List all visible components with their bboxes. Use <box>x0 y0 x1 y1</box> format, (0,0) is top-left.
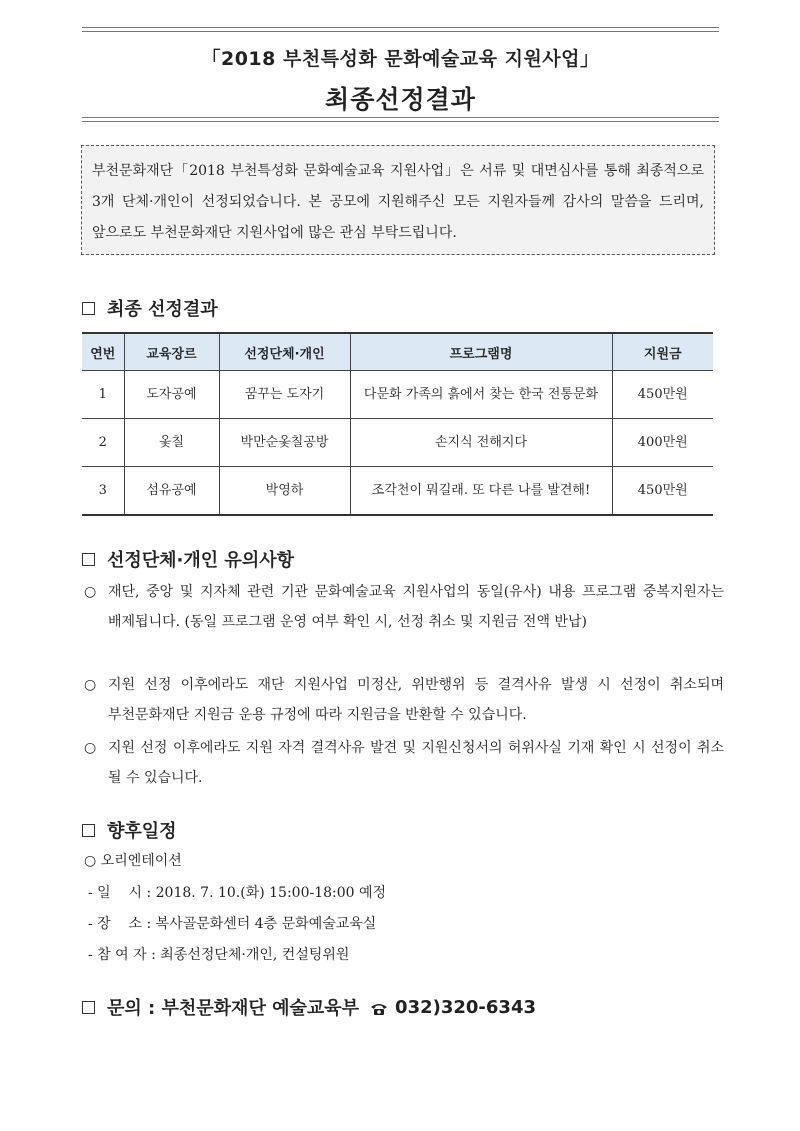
table-cell: 1 <box>82 371 124 419</box>
notice-box <box>81 145 715 255</box>
column-header: 선정단체·개인 <box>219 333 350 371</box>
title-rule <box>82 117 719 118</box>
table-header-row <box>82 333 713 371</box>
schedule-line: - 일 시 : 2018. 7. 10.(화) 15:00-18:00 예정 <box>88 885 387 901</box>
table-cell: 도자공예 <box>124 371 219 419</box>
schedule-event: ○ 오리엔테이션 <box>84 853 182 869</box>
phone-icon <box>369 1000 389 1014</box>
table-cell: 2 <box>82 419 124 467</box>
column-header: 지원금 <box>612 333 713 371</box>
schedule-heading-label: 향후일정 <box>107 821 177 842</box>
column-header: 교육장르 <box>124 333 219 371</box>
top-rule <box>82 31 719 32</box>
list-item-text: 지원 선정 이후에라도 지원 자격 결격사유 발견 및 지원신청서의 허위사실 기재 확인 시 선정이 취소 될 수 있습니다. <box>108 740 724 786</box>
schedule-line: - 장 소 : 복사골문화센터 4층 문화예술교육실 <box>88 916 377 932</box>
list-item-text: 지원 선정 이후에라도 재단 지원사업 미정산, 위반행위 등 결격사유 발생 시 선정이 취소되며 부천문화재단 지원금 운용 규정에 따라 지원금을 반환할 수 있습니다. <box>108 677 724 723</box>
table-cell: 꿈꾸는 도자기 <box>219 371 350 419</box>
table-cell: 450만원 <box>612 467 713 516</box>
checkbox-icon <box>82 1001 95 1014</box>
schedule-line: - 참 여 자 : 최종선정단체·개인, 컨설팅위원 <box>88 947 350 963</box>
table-cell: 섬유공예 <box>124 467 219 516</box>
document-title: 「2018 부천특성화 문화예술교육 지원사업」 <box>201 48 600 70</box>
table-cell: 옻칠 <box>124 419 219 467</box>
circle-bullet-icon: ○ <box>84 740 97 756</box>
table-cell: 조각천이 뭐길래. 또 다른 나를 발견해! <box>350 467 612 516</box>
document-subtitle: 최종선정결과 <box>325 85 476 114</box>
table-cell: 박만순옻칠공방 <box>219 419 350 467</box>
list-item-text: 재단, 중앙 및 지자체 관련 기관 문화예술교육 지원사업의 동일(유사) 내용 프로그램 중복지원자는 배제됩니다. (동일 프로그램 운영 여부 확인 시, 선정 취소 및 지원금 전액 반납) <box>108 584 724 630</box>
top-rule <box>82 27 719 28</box>
column-header: 연번 <box>82 333 124 371</box>
cautions-heading-label: 선정단체·개인 유의사항 <box>107 550 294 571</box>
results-heading-label: 최종 선정결과 <box>107 299 218 320</box>
table-row <box>82 467 713 516</box>
checkbox-icon <box>82 553 95 566</box>
cautions-heading <box>82 546 294 572</box>
table-row <box>82 419 713 467</box>
circle-bullet-icon: ○ <box>84 584 97 600</box>
notice-text: 부천문화재단「2018 부천특성화 문화예술교육 지원사업」은 서류 및 대면심사를 통해 최종적으로 3개 단체·개인이 선정되었습니다. 본 공모에 지원해주신 모든 지원자들께 감사의 말씀을 드리며, 앞으로도 부천문화재단 지원사업에 많은 관심 부탁드립니다. <box>92 163 704 241</box>
contact-line <box>82 994 536 1020</box>
list-item <box>84 670 724 730</box>
checkbox-icon <box>82 824 95 837</box>
circle-bullet-icon: ○ <box>84 677 97 693</box>
results-table <box>82 332 713 516</box>
schedule-heading <box>82 817 177 843</box>
table-cell: 400만원 <box>612 419 713 467</box>
column-header: 프로그램명 <box>350 333 612 371</box>
table-cell: 다문화 가족의 흙에서 찾는 한국 전통문화 <box>350 371 612 419</box>
table-cell: 박영하 <box>219 467 350 516</box>
table-row <box>82 371 713 419</box>
results-heading <box>82 295 218 321</box>
table-cell: 3 <box>82 467 124 516</box>
table-cell: 손지식 전해지다 <box>350 419 612 467</box>
list-item <box>84 577 724 637</box>
contact-phone: 032)320-6343 <box>395 996 536 1018</box>
contact-label: 문의 : 부천문화재단 예술교육부 <box>107 998 360 1019</box>
title-rule <box>82 121 719 122</box>
table-cell: 450만원 <box>612 371 713 419</box>
list-item <box>84 733 724 793</box>
checkbox-icon <box>82 302 95 315</box>
